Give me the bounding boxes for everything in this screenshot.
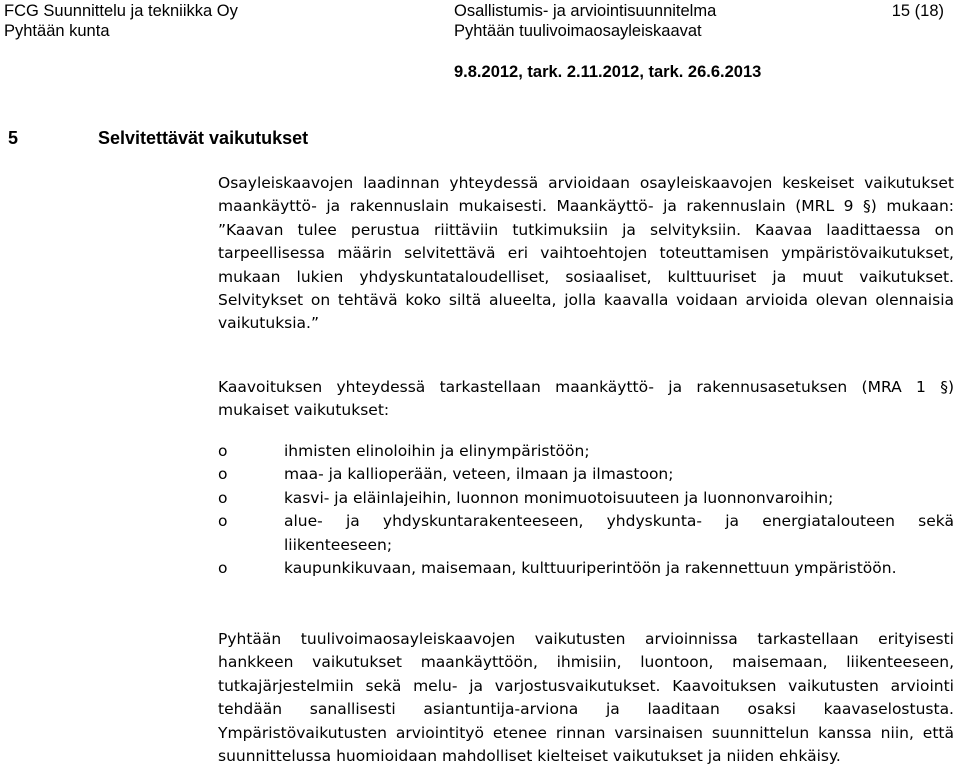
list-item-text: maa- ja kallioperään, veteen, ilmaan ja ilmastoon; <box>284 465 674 484</box>
list-item <box>218 440 954 463</box>
list-item <box>218 463 954 486</box>
header-company: FCG Suunnittelu ja tekniikka Oy <box>4 2 238 20</box>
list-item <box>218 487 954 510</box>
header-document-title: Osallistumis- ja arviointisuunnitelma <box>454 2 717 20</box>
bullet-marker: o <box>218 559 228 578</box>
bullet-marker: o <box>218 465 228 484</box>
list-item <box>218 557 954 580</box>
paragraph-text: Pyhtään tuulivoimaosayleiskaavojen vaikutusten arvioinnissa tarkastellaan erityisesti hankkeen vaikutukset maankäyttöön, ihmisiin, luontoon, maisemaan, liikenteeseen, tutkajärjestelmiin sekä melu- ja varjostusvaikutukset. Kaavoituksen vaikutusten arviointi tehdään sanallisesti asiantuntija-arviona ja laaditaan osaksi kaavaselostusta. Ympäristövaikutusten arviointityö etenee rinnan varsinaisen suunnittelun kanssa niin, että suunnittelussa huomioidaan mahdolliset kielteiset vaikutukset ja niiden ehkäisy. <box>218 630 954 766</box>
section-number: 5 <box>8 128 19 148</box>
header-revision-dates: 9.8.2012, tark. 2.11.2012, tark. 26.6.2013 <box>454 63 762 81</box>
paragraph-assessment <box>218 628 954 768</box>
bullet-marker: o <box>218 442 228 460</box>
list-item-text: ihmisten elinoloihin ja elinympäristöön; <box>284 442 590 460</box>
header-page-number: 15 (18) <box>891 2 944 20</box>
bullet-marker: o <box>218 488 228 507</box>
paragraph-text: Kaavoituksen yhteydessä tarkastellaan maankäyttö- ja rakennusasetuksen (MRA 1 §) mukaiset vaikutukset: <box>218 378 954 420</box>
list-item-text: alue- ja yhdyskuntarakenteeseen, yhdyskunta- ja energiatalouteen sekä liikenteeseen; <box>284 512 954 554</box>
header-municipality: Pyhtään kunta <box>4 22 110 40</box>
paragraph-impacts-lead <box>218 376 954 423</box>
list-item-text: kaupunkikuvaan, maisemaan, kulttuuriperintöön ja rakennettuun ympäristöön. <box>284 559 897 578</box>
paragraph-text: Osayleiskaavojen laadinnan yhteydessä arvioidaan osayleiskaavojen keskeiset vaikutukset maankäyttö- ja rakennuslain mukaisesti. Maankäyttö- ja rakennuslain (MRL 9 §) mukaan: ”Kaavan tulee perustua riittäviin tutkimuksiin ja selvityksiin. Kaavaa laadittaessa on tarpeellisessa määrin selvitettävä eri vaihtoehtojen toteuttamisen ympäristövaikutukset, mukaan lukien yhdyskuntataloudelliset, sosiaaliset, kulttuuriset ja muut vaikutukset. Selvitykset on tehtävä koko siltä alueelta, jolla kaavalla voidaan arvioida olevan olennaisia vaikutuksia.” <box>218 174 954 333</box>
header-document-subtitle: Pyhtään tuulivoimaosayleiskaavat <box>454 22 702 40</box>
bullet-marker: o <box>218 512 228 531</box>
list-item <box>218 510 954 557</box>
section-title: Selvitettävät vaikutukset <box>98 128 309 148</box>
impact-list <box>218 440 954 580</box>
list-item-text: kasvi- ja eläinlajeihin, luonnon monimuotoisuuteen ja luonnonvaroihin; <box>284 488 834 507</box>
page-header <box>0 0 960 84</box>
paragraph-intro <box>218 172 954 336</box>
section-heading <box>8 126 308 150</box>
